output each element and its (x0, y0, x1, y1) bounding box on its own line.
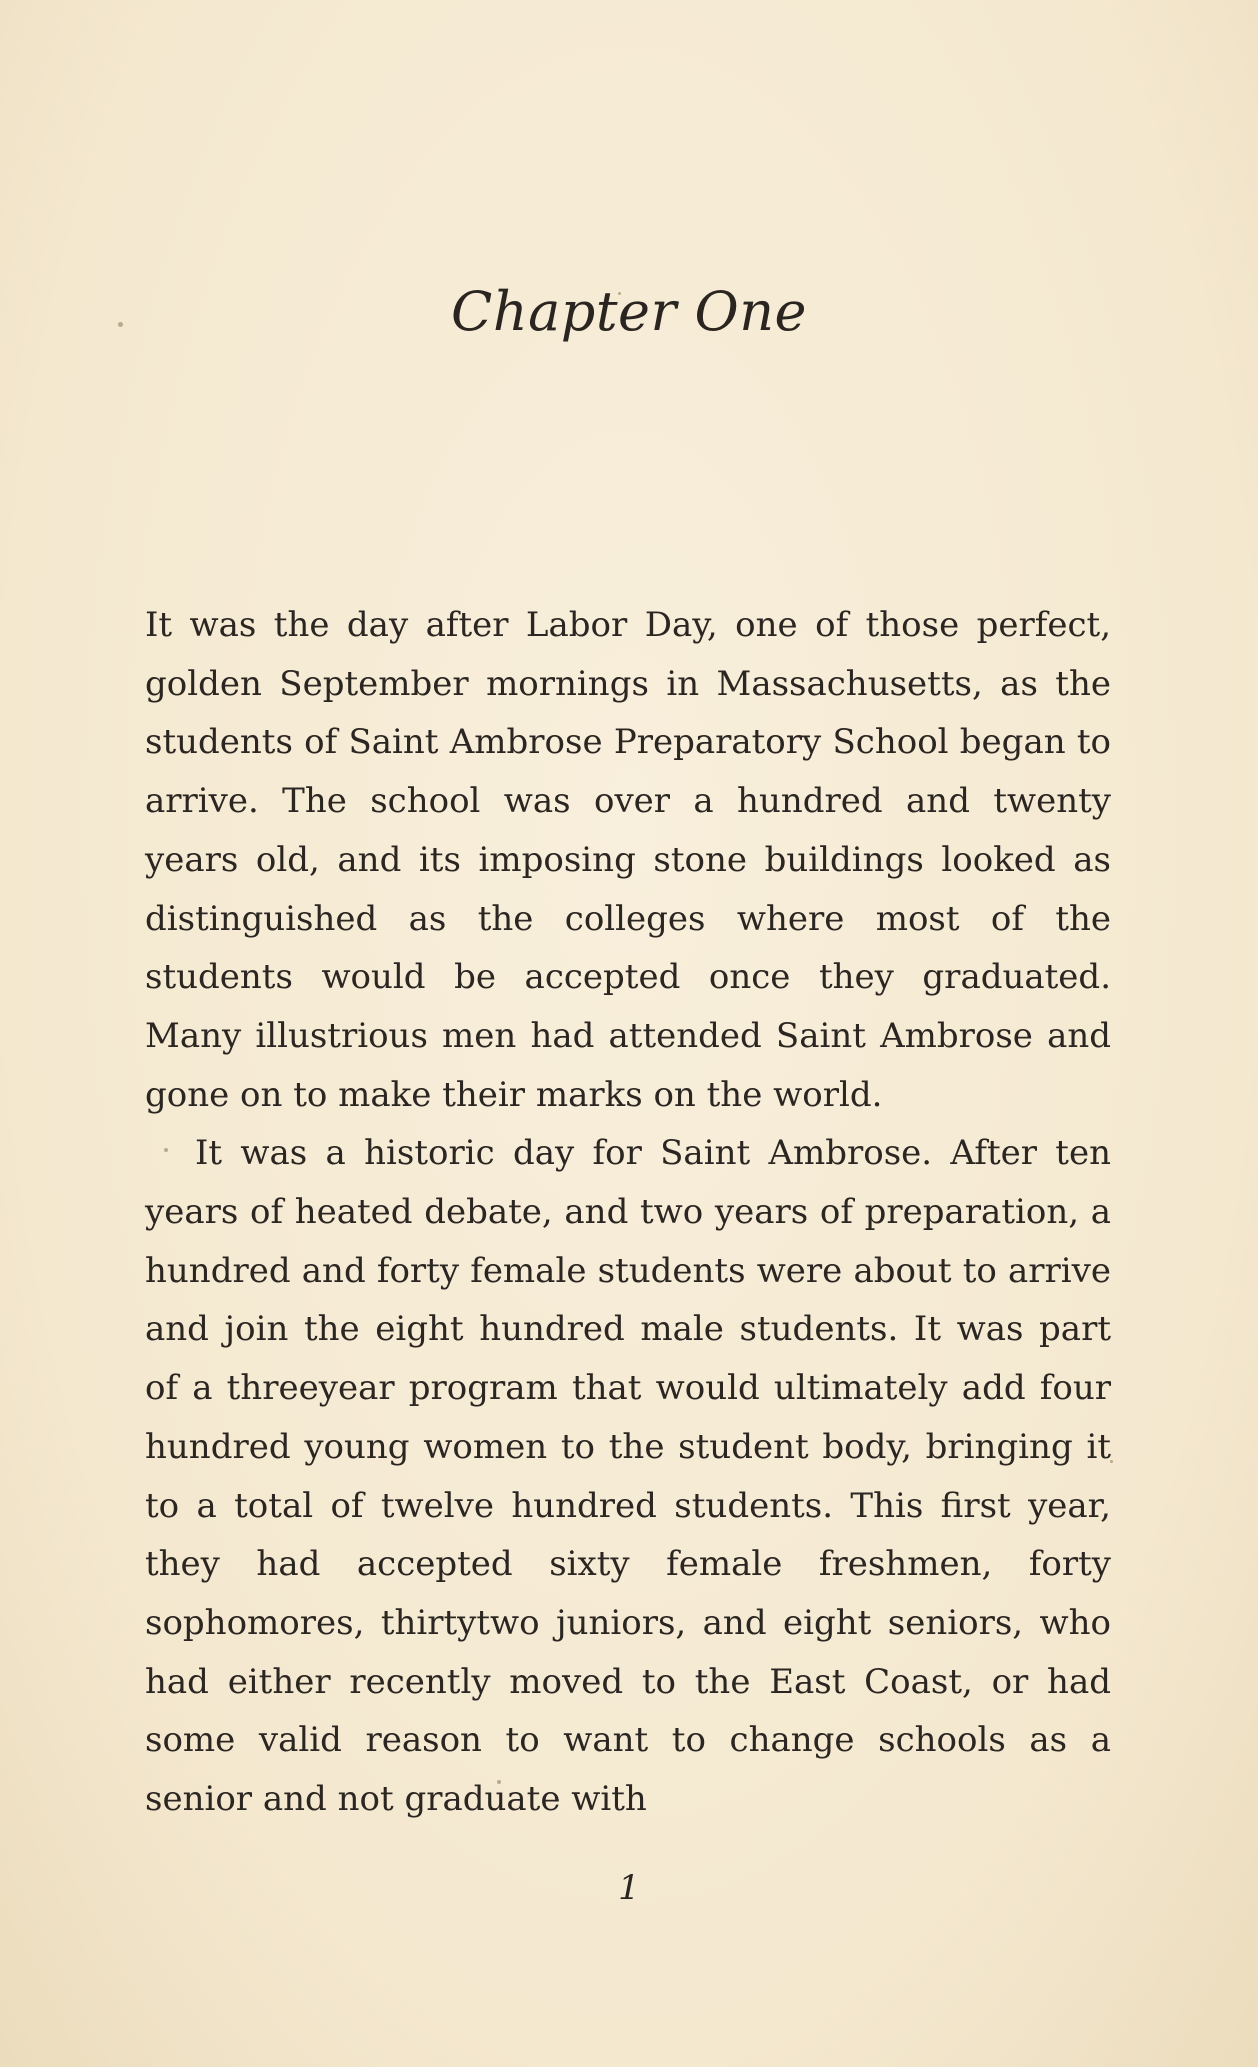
paragraph: It was a historic day for Saint Ambrose. After ten years of heated debate, and two years of preparation, a hundred and forty female students were about to arrive and join the eight hundred male students. It was part of a threeyear program that would ultimately add four hundred young women to the student body, bringing it to a total of twelve hundred students. This first year, they had accepted sixty female freshmen, forty sophomores, thirtytwo juniors, and eight seniors, who had either recently moved to the East Coast, or had some valid reason to want to change schools as a senior and not graduate with (145, 1133, 1111, 1820)
paragraph: It was the day after Labor Day, one of those perfect, golden September mornings in Massachusetts, as the students of Saint Ambrose Preparatory School began to arrive. The school was over a hundred and twenty years old, and its imposing stone buildings looked as distinguished as the colleges where most of the students would be accepted once they graduated. Many illustrious men had attended Saint Ambrose and gone on to make their marks on the world. (145, 605, 1111, 1115)
page-number: 1 (618, 1868, 640, 1908)
body-text (145, 596, 1111, 1829)
chapter-title: Chapter One (451, 280, 807, 343)
